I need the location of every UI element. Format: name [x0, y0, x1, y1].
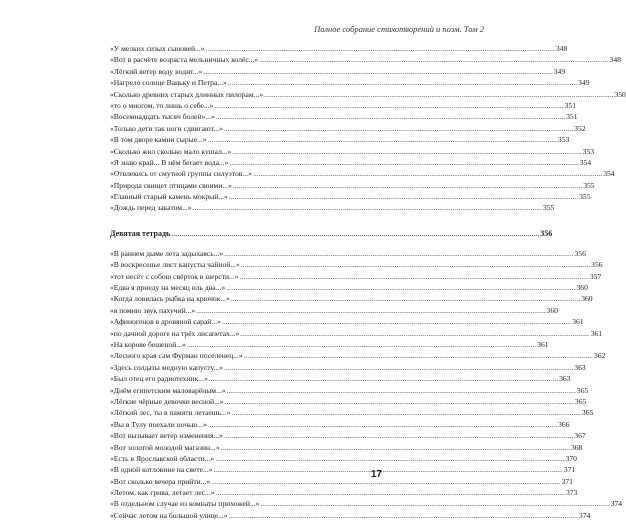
leader-dots: [209, 373, 558, 384]
entry-title: «В раннем дыме лета задыхаясь...»: [110, 248, 224, 258]
toc-entry: [110, 385, 589, 396]
toc-entry: [110, 510, 591, 521]
entry-title: «В воскресенье лист капусты чайной...»: [110, 260, 240, 270]
toc-entry: [110, 476, 573, 487]
leader-dots: [232, 407, 581, 418]
leader-dots: [196, 305, 545, 316]
entry-page: 351: [566, 112, 578, 122]
leader-dots: [232, 146, 581, 157]
toc-entry: [110, 396, 587, 407]
leader-dots: [203, 66, 552, 77]
toc-entry: [110, 339, 549, 350]
toc-entry: [110, 157, 592, 168]
leader-dots: [214, 100, 563, 111]
leader-dots: [240, 271, 589, 282]
entry-title: «Сейчас летом на большой улице...»: [110, 510, 228, 520]
entry-page: 353: [582, 146, 595, 156]
entry-title: «Сколько древних старых длинных пилорам...»: [110, 89, 264, 99]
leader-dots: [241, 259, 590, 270]
toc-entry: [110, 54, 621, 65]
entry-page: 360: [581, 294, 593, 304]
toc-entry: [110, 146, 595, 157]
running-header: Полное собрание стихотворений и поэм. Том 2: [314, 24, 484, 34]
table-of-contents: [110, 43, 626, 521]
entry-title: «Я знаю край... В нём бегает вода...»: [110, 157, 229, 167]
toc-entry: [110, 202, 555, 213]
toc-entry: [110, 373, 571, 384]
entry-title: «Есть в Ярославской области...»: [110, 453, 215, 463]
entry-page: 349: [578, 78, 590, 88]
entry-page: 360: [576, 283, 588, 293]
entry-title: «Отвлекись от смутной группы силуэтов...»: [110, 169, 252, 179]
leader-dots: [222, 316, 571, 327]
entry-title: «В одной котловине на свете...»: [110, 465, 213, 475]
entry-page: 353: [557, 135, 570, 145]
leader-dots: [233, 180, 582, 191]
leader-dots: [229, 191, 578, 202]
entry-page: 363: [559, 374, 571, 384]
entry-title: «Афиногенов в дровяной сарай...»: [110, 317, 221, 327]
entry-title: «Дождь перед закатом...»: [110, 203, 192, 213]
leader-dots: [224, 362, 573, 373]
entry-page: 361: [537, 339, 549, 349]
toc-entry: [110, 362, 586, 373]
leader-dots: [221, 442, 570, 453]
leader-dots: [228, 77, 577, 88]
toc-entry: [110, 180, 595, 191]
entry-page: 374: [578, 510, 591, 520]
entry-title: «то о многом, то лишь о себе...»: [110, 100, 214, 110]
entry-page: 355: [542, 203, 555, 213]
toc-entry: [110, 271, 602, 282]
entry-page: 365: [581, 408, 594, 418]
entry-page: 354: [603, 169, 615, 179]
entry-page: 356: [591, 260, 603, 270]
entry-title: «тот несёт с собою свёрток в шерсти...»: [110, 271, 239, 281]
entry-title: «Вот сколько вечера прийти...»: [110, 476, 211, 486]
entry-page: 355: [583, 180, 595, 190]
toc-entry: [110, 89, 626, 100]
toc-entry: [110, 66, 566, 77]
entry-page: 352: [574, 123, 586, 133]
toc-entry: [110, 282, 588, 293]
entry-title: «Днём египетским маловарёным...»: [110, 385, 226, 395]
toc-entry: [110, 407, 594, 418]
leader-dots: [211, 476, 560, 487]
entry-page: 357: [589, 271, 602, 281]
toc-entry: [110, 328, 603, 339]
toc-entry: [110, 350, 606, 361]
entry-page: 370: [565, 453, 577, 463]
toc-list-top: [110, 43, 626, 214]
entry-page: 348: [555, 44, 568, 53]
leader-dots: [208, 419, 557, 430]
leader-dots: [229, 510, 578, 521]
entry-page: 365: [576, 385, 589, 395]
toc-entry: [110, 442, 583, 453]
entry-title: «Летом, как грива, летает лес...»: [110, 488, 215, 498]
toc-entry: [110, 487, 578, 498]
section-title: Девятая тетрадь: [110, 228, 171, 238]
entry-page: 355: [579, 192, 591, 202]
leader-dots: [208, 134, 557, 145]
leader-dots: [206, 43, 555, 54]
entry-title: «Природа свищет птицами своими...»: [110, 180, 232, 190]
leader-dots: [224, 123, 573, 134]
leader-dots: [240, 328, 589, 339]
entry-page: 371: [561, 476, 573, 486]
entry-page: 362: [594, 351, 606, 361]
entry-page: 350: [614, 89, 626, 99]
entry-title: «Восемнадцать тысяч болей»...»: [110, 112, 215, 122]
entry-page: 361: [590, 328, 603, 338]
section-page: 356: [540, 228, 553, 238]
leader-dots: [224, 430, 573, 441]
entry-title: «Главный старый камень мокрый...»: [110, 192, 228, 202]
leader-dots: [216, 487, 565, 498]
entry-page: 356: [574, 248, 586, 258]
entry-title: «Вы в Тулу поехали ночью...»: [110, 419, 207, 429]
entry-title: «Лесного края сам Фурман поселенец...»: [110, 351, 243, 361]
leader-dots: [244, 350, 593, 361]
entry-page: 367: [574, 431, 586, 441]
toc-entry: [110, 123, 586, 134]
toc-entry: [110, 43, 568, 54]
entry-title: «Вот золотой молодой магазин...»: [110, 442, 220, 452]
toc-entry: [110, 77, 590, 88]
entry-title: «В отдельном случае из комнаты прихожей...»: [110, 499, 260, 509]
entry-title: «Вот в расчёте возраста мельничных колёс...»: [110, 55, 259, 65]
toc-entry: [110, 111, 578, 122]
entry-page: 349: [553, 66, 566, 76]
entry-title: «Только дети так ноги сдвигают...»: [110, 123, 223, 133]
toc-entry: [110, 259, 603, 270]
entry-title: «У мелких сизых сыновей...»: [110, 44, 205, 53]
entry-title: «я помню звук пахучий...»: [110, 305, 196, 315]
leader-dots: [187, 339, 536, 350]
entry-page: 374: [610, 499, 623, 509]
leader-dots: [193, 202, 542, 213]
entry-title: «Лёгкие чёрные девочки весной...»: [110, 396, 224, 406]
entry-title: «Здесь солдаты медную капусту...»: [110, 362, 223, 372]
entry-title: «Едва я приеду на месяц иль два...»: [110, 283, 226, 293]
entry-title: «Лёгкий лес, ты в памяти летаешь...»: [110, 408, 231, 418]
entry-page: 363: [574, 362, 586, 372]
leader-dots: [259, 54, 608, 65]
toc-entry: [110, 134, 570, 145]
toc-list-bottom: [110, 248, 623, 521]
toc-entry: [110, 453, 577, 464]
entry-title: «Сколько жил сколько мало кушал...»: [110, 146, 232, 156]
toc-entry: [110, 191, 591, 202]
entry-title: «Был отец его радиотехник...»: [110, 374, 208, 384]
entry-title: «Когда ловилась рыбка на крючок...»: [110, 294, 230, 304]
toc-entry: [110, 168, 615, 179]
entry-page: 368: [570, 442, 583, 452]
entry-title: «по дачной дороге на трёх лисапетах...»: [110, 328, 240, 338]
leader-dots: [225, 396, 574, 407]
page-number: 17: [370, 469, 382, 480]
leader-dots: [215, 453, 564, 464]
toc-entry: [110, 419, 570, 430]
entry-page: 365: [574, 396, 587, 406]
entry-page: 354: [579, 157, 592, 167]
entry-page: 351: [564, 100, 577, 110]
leader-dots: [226, 282, 575, 293]
entry-title: «В том дворе камни сырые...»: [110, 135, 207, 145]
section-heading: [110, 228, 553, 241]
toc-entry: [110, 293, 593, 304]
toc-entry: [110, 316, 584, 327]
toc-entry: [110, 430, 586, 441]
toc-entry: [110, 305, 558, 316]
entry-title: «Вот вызывает ветер изменения...»: [110, 431, 223, 441]
entry-page: 366: [558, 419, 570, 429]
leader-dots: [264, 89, 613, 100]
leader-dots: [253, 168, 602, 179]
leader-dots: [216, 111, 565, 122]
entry-page: 361: [572, 317, 584, 327]
leader-dots: [229, 157, 578, 168]
leader-dots: [260, 498, 609, 509]
entry-page: 373: [565, 488, 578, 498]
leader-dots: [224, 248, 573, 259]
leader-dots: [171, 229, 539, 238]
leader-dots: [227, 385, 576, 396]
entry-title: «Нагрело солнце Ваньку и Петра...»: [110, 78, 227, 88]
toc-entry: [110, 100, 577, 111]
toc-entry: [110, 498, 623, 509]
leader-dots: [214, 464, 563, 475]
toc-entry: [110, 248, 586, 259]
entry-title: «Лёгкий ветер воду водит...»: [110, 66, 203, 76]
entry-title: «На корове бешеной...»: [110, 339, 186, 349]
leader-dots: [231, 293, 580, 304]
entry-page: 348: [609, 55, 621, 65]
entry-page: 360: [546, 305, 558, 315]
entry-page: 371: [563, 465, 576, 475]
